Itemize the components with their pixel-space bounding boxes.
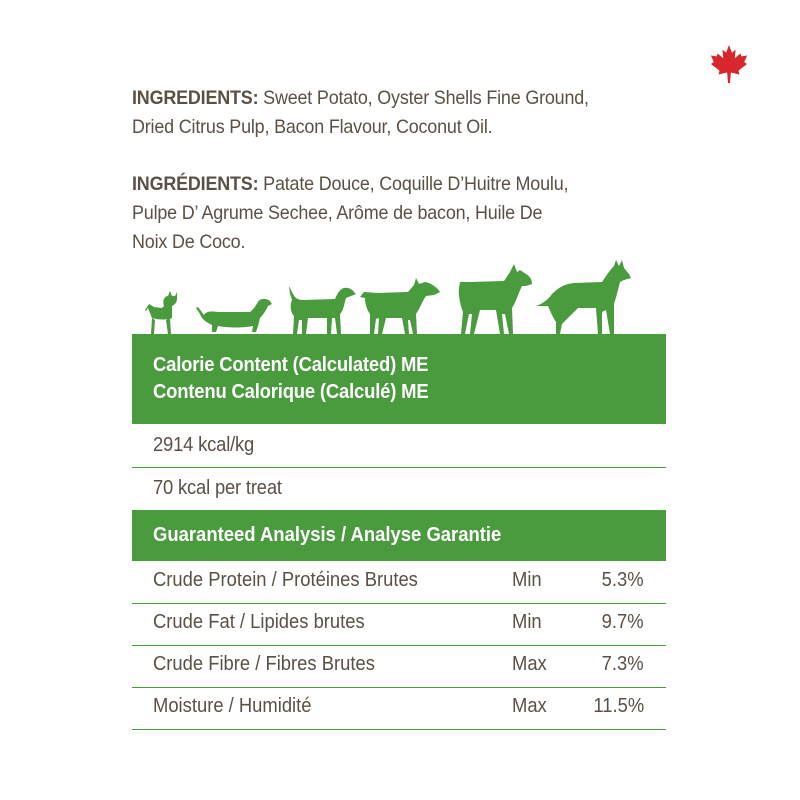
dog-boxer-icon xyxy=(459,264,532,334)
guaranteed-analysis-heading: Guaranteed Analysis / Analyse Garantie xyxy=(153,523,502,546)
analysis-value: 5.3% xyxy=(602,569,644,591)
analysis-value: 9.7% xyxy=(602,611,644,633)
analysis-row-fibre xyxy=(132,645,666,688)
analysis-nutrient: Moisture / Humidité xyxy=(153,695,312,717)
analysis-row-protein xyxy=(132,561,666,604)
ingredients-line: Dried Citrus Pulp, Bacon Flavour, Coconut Oil. xyxy=(132,116,493,138)
analysis-qualifier: Max xyxy=(512,695,547,717)
analysis-qualifier: Min xyxy=(512,569,542,591)
calorie-per-treat: 70 kcal per treat xyxy=(153,477,282,499)
calorie-heading-english: Calorie Content (Calculated) ME xyxy=(153,353,429,376)
maple-leaf-icon xyxy=(710,44,748,84)
ingredients-label: INGREDIENTS: xyxy=(132,87,259,109)
dog-shepherd-icon xyxy=(536,260,631,334)
calorie-heading-french: Contenu Calorique (Calculé) ME xyxy=(153,380,429,403)
dog-dachshund-icon xyxy=(196,299,272,332)
calorie-content-header xyxy=(132,334,666,424)
ingredients-line: Pulpe D’ Agrume Sechee, Arôme de bacon, Huile De xyxy=(132,202,543,224)
analysis-nutrient: Crude Fibre / Fibres Brutes xyxy=(153,653,375,675)
analysis-row-fat xyxy=(132,603,666,646)
ingredients-label: INGRÉDIENTS: xyxy=(132,173,259,195)
calorie-per-treat-row xyxy=(132,467,666,511)
dog-beagle-icon xyxy=(289,286,356,334)
dog-silhouettes xyxy=(132,258,666,336)
dog-chihuahua-icon xyxy=(145,291,177,334)
analysis-qualifier: Min xyxy=(512,611,542,633)
guaranteed-analysis-header xyxy=(132,510,666,561)
dog-bull-terrier-icon xyxy=(360,278,440,334)
calorie-per-kg-row xyxy=(132,424,666,468)
ingredients-english xyxy=(132,84,666,142)
analysis-nutrient: Crude Protein / Protéines Brutes xyxy=(153,569,418,591)
calorie-per-kg: 2914 kcal/kg xyxy=(153,434,255,456)
analysis-row-moisture xyxy=(132,687,666,730)
analysis-nutrient: Crude Fat / Lipides brutes xyxy=(153,611,365,633)
ingredients-french xyxy=(132,170,666,257)
ingredients-line: Sweet Potato, Oyster Shells Fine Ground, xyxy=(263,87,589,109)
analysis-qualifier: Max xyxy=(512,653,547,675)
analysis-value: 7.3% xyxy=(602,653,644,675)
ingredients-line: Patate Douce, Coquille D’Huitre Moulu, xyxy=(263,173,569,195)
analysis-value: 11.5% xyxy=(593,695,644,717)
ingredients-line: Noix De Coco. xyxy=(132,231,246,253)
